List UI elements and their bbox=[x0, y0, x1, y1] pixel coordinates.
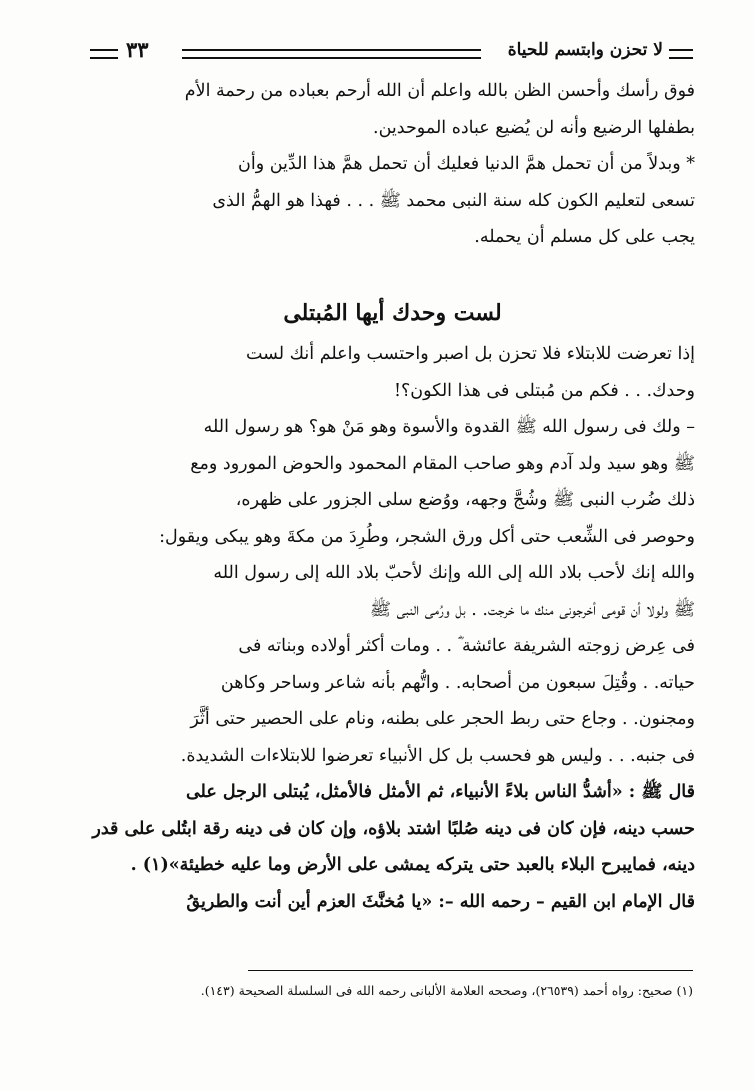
text-line: يجب على كل مسلم أن يحمله. bbox=[474, 227, 695, 247]
intro-paragraphs bbox=[90, 73, 695, 256]
text-line: وحوصر فى الشِّعب حتى أكل ورق الشجر، وطُرِدَ من مكةَ وهو يبكى ويقول: bbox=[159, 526, 695, 547]
hadith-line: دينه، فمايبرح البلاء بالعبد حتى يتركه يمشى على الأرض وما عليه خطيئة»(١) . bbox=[130, 855, 695, 875]
hadith-line: قال ﷺ : «أشدُّ الناس بلاءً الأنبياء، ثم الأمثل فالأمثل، يُبتلى الرجل على bbox=[185, 782, 695, 802]
text-line: ﷺ ولولا أن قومى أخرجونى منك ما خرجت. . بل ورُمى النبى ﷺ bbox=[369, 599, 695, 620]
footnote-rule bbox=[248, 970, 693, 971]
text-line: – ولك فى رسول الله ﷺ القدوة والأسوة وهو مَنْ هو؟ هو رسول الله bbox=[203, 417, 695, 437]
main-paragraphs bbox=[90, 336, 695, 920]
text-line: ﷺ وهو سيد ولد آدم وهو صاحب المقام المحمود والحوض المورود ومع bbox=[190, 453, 695, 474]
section-heading: لست وحدك أيها المُبتلى bbox=[283, 300, 502, 326]
header-rule-right bbox=[669, 49, 693, 59]
text-line: ومجنون. . وجاع حتى ربط الحجر على بطنه، ونام على الحصير حتى أثَّرَ bbox=[190, 709, 695, 729]
hadith-line: حسب دينه، فإن كان فى دينه صُلبًا اشتد بلاؤه، وإن كان فى دينه رقة ابتُلى على قدر bbox=[92, 818, 695, 839]
text-line: فوق رأسك وأحسن الظن بالله واعلم أن الله أرحم بعباده من رحمة الأم bbox=[184, 81, 695, 101]
text-line: تسعى لتعليم الكون كله سنة النبى محمد ﷺ . . . فهذا هو الهمُّ الذى bbox=[212, 190, 695, 211]
text-line: والله إنك لأحب بلاد الله إلى الله وإنك لأحبّ بلاد الله إلى رسول الله bbox=[213, 563, 695, 583]
page-header bbox=[90, 37, 693, 66]
text-line: فى جنبه. . . وليس هو فحسب بل كل الأنبياء تعرضوا للابتلاءات الشديدة. bbox=[180, 745, 695, 766]
text-line: * وبدلاً من أن تحمل همَّ الدنيا فعليك أن تحمل همَّ هذا الدِّين وأن bbox=[237, 154, 695, 174]
quote-line: قال الإمام ابن القيم – رحمه الله –: «يا مُخنَّثَ العزم أين أنت والطريقُ bbox=[186, 891, 695, 912]
page-number: ٣٣ bbox=[126, 37, 149, 62]
header-rule-left bbox=[90, 49, 118, 59]
footnote: (١) صحيح: رواه أحمد (٢٦٥٣٩)، وصححه العلامة الألبانى رحمه الله فى السلسلة الصحيحة (١٤٣). bbox=[200, 983, 693, 998]
text-line: إذا تعرضت للابتلاء فلا تحزن بل اصبر واحتسب واعلم أنك لست bbox=[245, 344, 695, 364]
text-line: وحدك. . . فكم من مُبتلى فى هذا الكون؟! bbox=[393, 380, 695, 401]
header-rule-middle bbox=[182, 49, 481, 59]
running-title: لا تحزن وابتسم للحياة bbox=[507, 40, 663, 60]
text-line: حياته. . وقُتِلَ سبعون من أصحابه. . واتُّهم بأنه شاعر وساحر وكاهن bbox=[220, 672, 695, 693]
text-line: فى عِرض زوجته الشريفة عائشة ؓ . . ومات أكثر أولاده وبناته فى bbox=[238, 636, 695, 656]
text-line: ذلك ضُرب النبى ﷺ وشُجَّ وجهه، ووُضع سلى الجزور على ظهره، bbox=[235, 490, 695, 510]
text-line: بطفلها الرضيع وأنه لن يُضيع عباده الموحدين. bbox=[373, 117, 695, 138]
